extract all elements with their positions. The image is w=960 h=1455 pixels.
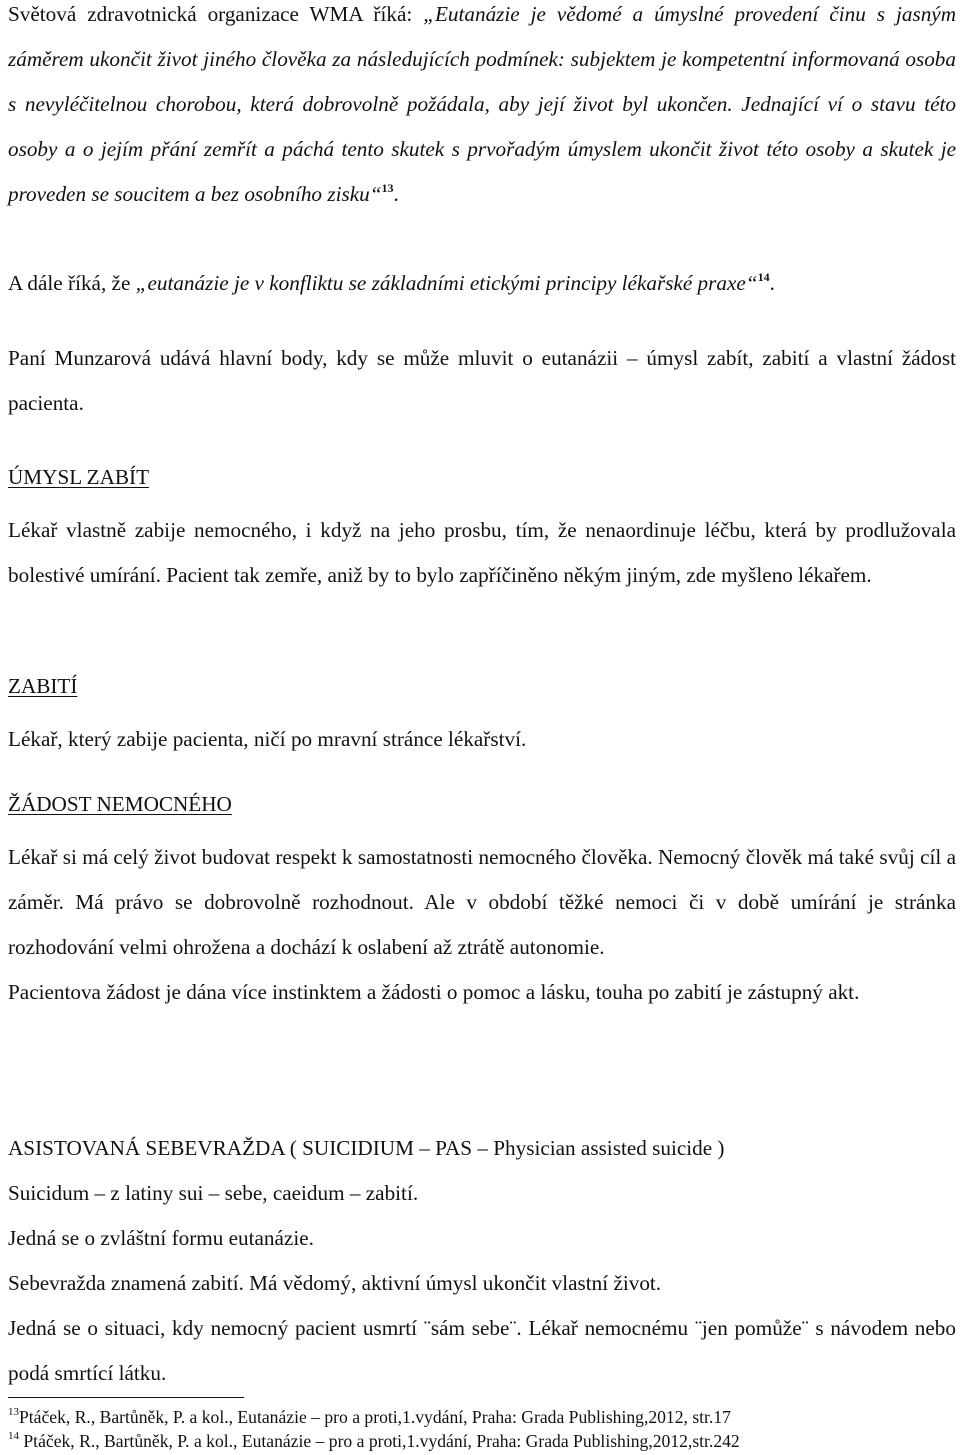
section-zadost-nemocneho (8, 782, 956, 1015)
footnote-ref-13: 13 (381, 181, 394, 195)
section-text: Pacientova žádost je dána více instinktem a žádosti o pomoc a lásku, touha po zabití je zástupný akt. (8, 980, 860, 1004)
section-heading: ÚMYSL ZABÍT (8, 465, 150, 489)
section-line: Jedná se o zvláštní formu eutanázie. (8, 1226, 314, 1250)
section-line: Sebevražda znamená zabití. Má vědomý, aktivní úmysl ukončit vlastní život. (8, 1271, 662, 1295)
section-text: Lékař, který zabije pacienta, ničí po mravní stránce lékařství. (8, 727, 527, 751)
section-heading: ZABITÍ (8, 674, 78, 698)
paragraph-lead: A dále říká, že (8, 271, 136, 295)
section-umysl-zabit (8, 455, 956, 598)
section-heading: ASISTOVANÁ SEBEVRAŽDA ( SUICIDIUM – PAS – Physician assisted suicide ) (8, 1136, 725, 1160)
section-heading: ŽÁDOST NEMOCNÉHO (8, 792, 232, 816)
footnote-separator (8, 1397, 244, 1398)
section-text: Lékař si má celý život budovat respekt k samostatnosti nemocného člověka. Nemocný člověk má také svůj cíl a záměr. Má právo se dobrovolně rozhodnout. Ale v období těžké nemoci či v době umírání je stránka rozhodování velmi ohrožena a dochází k oslabení až ztrátě autonomie. (8, 845, 956, 959)
footnote-13: $^{13}$Ptáček, R., Bartůněk, P. a kol., Eutanázie – pro a proti,1.vydání, Praha: Grada Publishing,2012, str.17 (8, 1406, 731, 1427)
paragraph-who-definition: Světová zdravotnická organizace WMA říká: „Eutanázie je vědomé a úmyslné provedení činu s jasným záměrem ukončit život jiného člověka za následujících podmínek: subjektem je kompetentní informovaná osoba s nevyléčitelnou chorobou, která dobrovolně požádala, aby její život byl ukončen. Jednající ví o stavu této osoby a o jejím přání zemřít a páchá tento skutek s prvořadým úmyslem ukončit život této osoby a skutek je proveden se soucitem a bez osobního zisku“$^{13}$. (8, 2, 956, 206)
section-text: Lékař vlastně zabije nemocného, i když na jeho prosbu, tím, že nenaordinuje léčbu, která by prodlužovala bolestivé umírání. Pacient tak zemře, aniž by to bylo zapříčiněno někým jiným, zde myšleno lékařem. (8, 518, 956, 587)
section-asistovana-sebevrazda (8, 1126, 956, 1396)
conflict-quote: „eutanázie je v konfliktu se základními etickými principy lékařské praxe“ (135, 271, 758, 295)
section-line: Jedná se o situaci, kdy nemocný pacient usmrtí ¨sám sebe¨. Lékař nemocnému ¨jen pomůže¨ s návodem nebo podá smrtící látku. (8, 1316, 956, 1385)
paragraph-conflict: A dále říká, že „eutanázie je v konfliktu se základními etickými principy lékařské praxe“$^{14}$. (8, 270, 775, 295)
footnote-14: $^{14}$ Ptáček, R., Bartůněk, P. a kol., Eutanázie – pro a proti,1.vydání, Praha: Grada Publishing,2012,str.242 (8, 1430, 740, 1451)
paragraph-munzarova: Paní Munzarová udává hlavní body, kdy se může mluvit o eutanázii – úmysl zabít, zabití a vlastní žádost pacienta. (8, 346, 956, 415)
definition-quote: „Eutanázie je vědomé a úmyslné provedení činu s jasným záměrem ukončit život jiného člověka za následujících podmínek: subjektem je kompetentní informovaná osoba s nevyléčitelnou chorobou, která dobrovolně požádala, aby její život byl ukončen. Jednající ví o stavu této osoby a o jejím přání zemřít a páchá tento skutek s prvořadým úmyslem ukončit život této osoby a skutek je proveden se soucitem a bez osobního zisku“ (8, 2, 956, 206)
paragraph-lead: Světová zdravotnická organizace WMA říká: (8, 2, 424, 26)
section-zabiti (8, 664, 956, 762)
section-line: Suicidum – z latiny sui – sebe, caeidum – zabití. (8, 1181, 419, 1205)
footnote-ref-14: 14 (757, 270, 770, 284)
